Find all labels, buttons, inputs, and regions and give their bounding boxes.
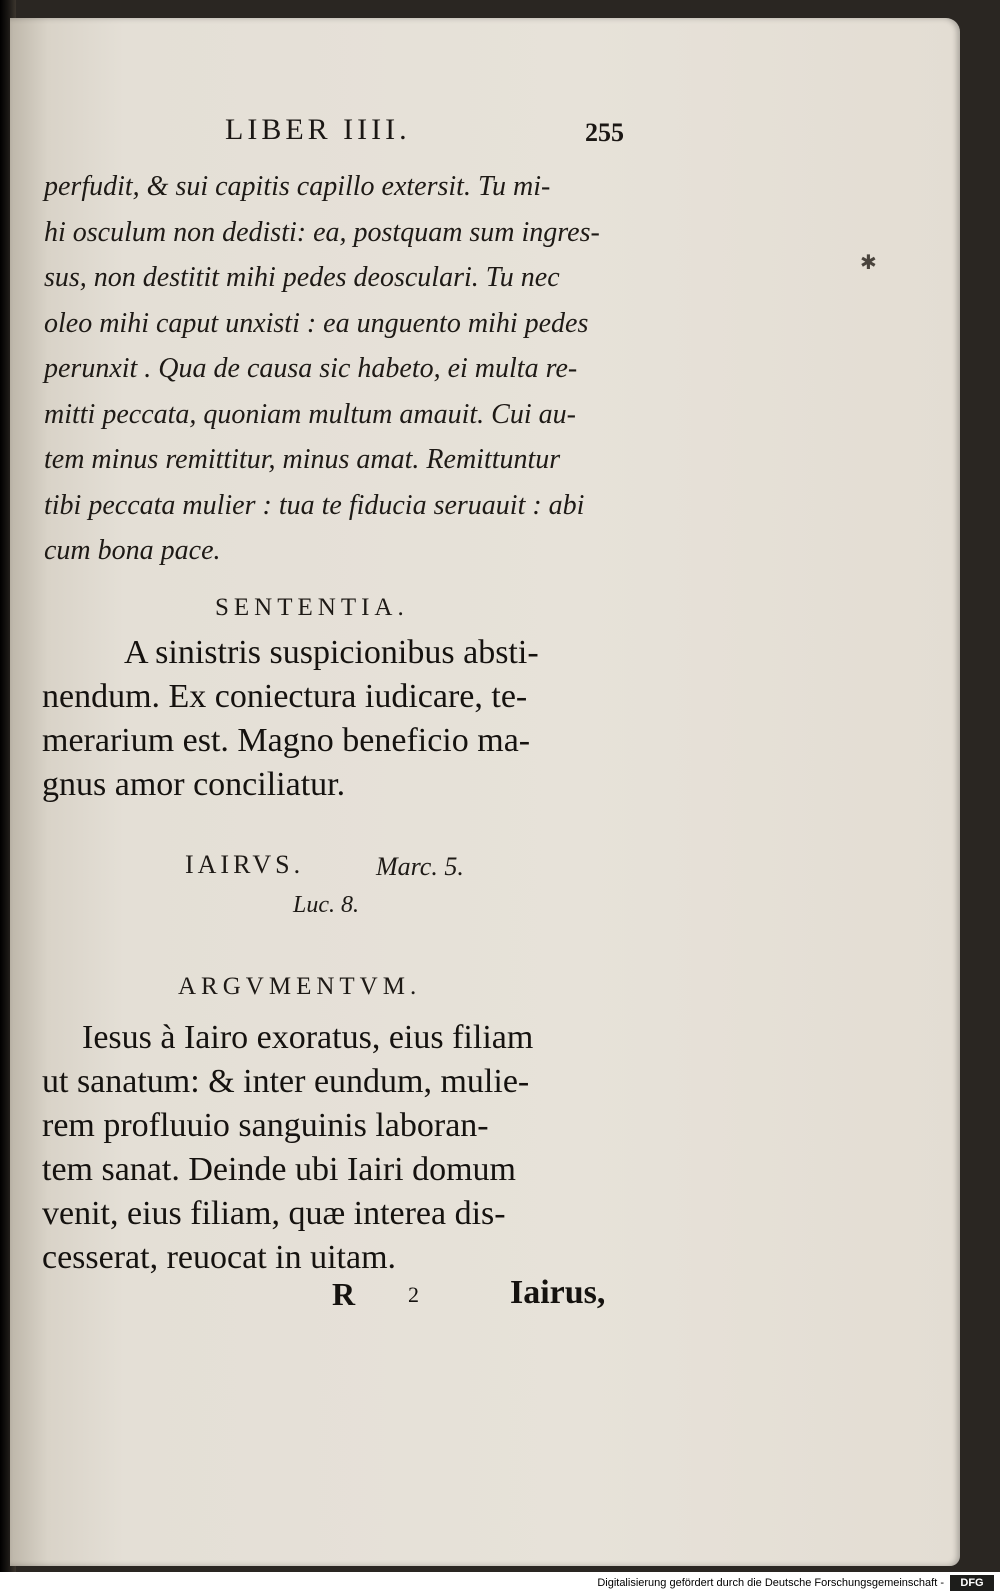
argumentum-heading: ARGVMENTVM. <box>178 973 422 1000</box>
argumentum-line: Iesus à Iairo exoratus, eius filiam <box>82 1019 534 1056</box>
argumentum-text <box>42 1016 662 1280</box>
dfg-logo: DFG <box>950 1575 994 1591</box>
reference-marc: Marc. 5. <box>376 852 464 881</box>
catchword: Iairus, <box>510 1274 606 1311</box>
footer-bar <box>0 1572 1000 1596</box>
sententia-line: gnus amor conciliatur. <box>42 766 346 803</box>
passage-line: mitti peccata, quoniam multum amauit. Cui au- <box>44 398 576 430</box>
passage-line: perunxit . Qua de causa sic habeto, ei multa re- <box>44 353 578 384</box>
reference-luc: Luc. 8. <box>293 892 359 918</box>
sententia-heading: SENTENTIA. <box>215 594 409 621</box>
signature-mark: R <box>332 1276 356 1312</box>
passage-line: oleo mihi caput unxisti : ea unguento mihi pedes <box>44 307 589 339</box>
passage-line: hi osculum non dedisti: ea, postquam sum ingres- <box>44 216 600 248</box>
section-title: IAIRVS. <box>185 850 305 879</box>
signature-number: 2 <box>408 1282 419 1307</box>
sententia-line: merarium est. Magno beneficio ma- <box>42 722 531 759</box>
running-head: LIBER IIII. <box>225 113 411 146</box>
passage-text <box>44 164 654 574</box>
passage-line: cum bona pace. <box>44 535 221 566</box>
argumentum-line: cesserat, reuocat in uitam. <box>42 1239 397 1276</box>
argumentum-line: venit, eius filiam, quæ interea dis- <box>42 1195 506 1232</box>
sententia-line: nendum. Ex coniectura iudicare, te- <box>42 678 528 715</box>
sententia-text <box>42 631 662 807</box>
argumentum-line: tem sanat. Deinde ubi Iairi domum <box>42 1151 516 1188</box>
passage-line: perfudit, & sui capitis capillo extersit. Tu mi- <box>44 171 551 202</box>
ink-speck-icon: ✱ <box>860 250 877 274</box>
funding-credit: Digitalisierung gefördert durch die Deutsche Forschungsgemeinschaft - <box>597 1577 944 1589</box>
argumentum-line: rem profluuio sanguinis laboran- <box>42 1107 489 1144</box>
sententia-line: A sinistris suspicionibus absti- <box>124 634 539 671</box>
passage-line: sus, non destitit mihi pedes deosculari. Tu nec <box>44 262 560 293</box>
page-number: 255 <box>585 118 624 147</box>
passage-line: tem minus remittitur, minus amat. Remittuntur <box>44 444 561 475</box>
book-page <box>10 18 960 1566</box>
argumentum-line: ut sanatum: & inter eundum, mulie- <box>42 1063 530 1100</box>
passage-line: tibi peccata mulier : tua te fiducia seruauit : abi <box>44 489 585 521</box>
